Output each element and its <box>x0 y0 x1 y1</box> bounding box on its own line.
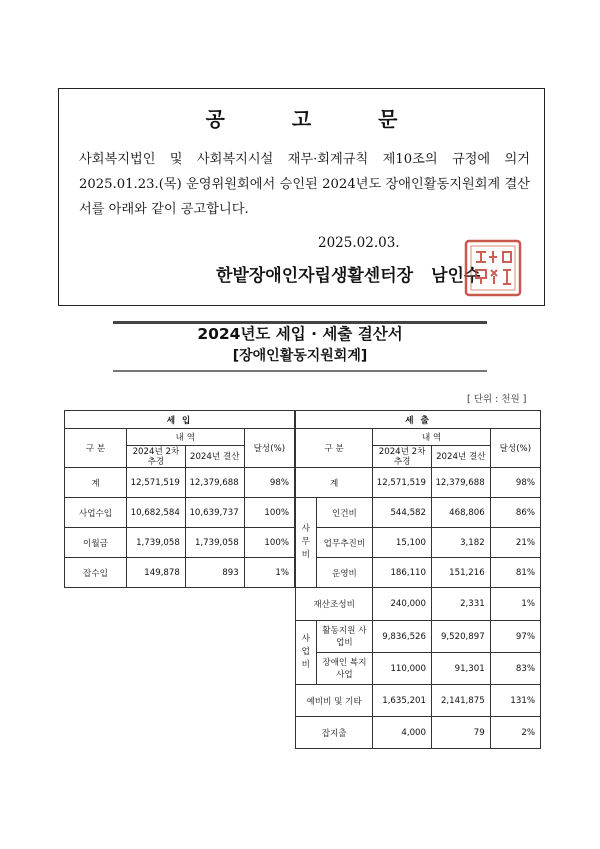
table-row: 사업수입 10,682,584 10,639,737 100% <box>65 498 295 528</box>
expense-group-admin: 사무비 <box>296 498 317 588</box>
table-row: 이월금 1,739,058 1,739,058 100% <box>65 528 295 558</box>
official-seal-stamp <box>463 238 523 298</box>
notice-signature <box>216 261 480 286</box>
revenue-col-item: 구 분 <box>65 429 127 468</box>
representative-name: 남인수 <box>431 266 481 286</box>
notice-date: 2025.02.03. <box>318 235 400 251</box>
notice-title: 공 고 문 <box>205 107 428 131</box>
expense-section-header: 세 출 <box>296 411 541 429</box>
expense-table <box>295 410 541 749</box>
revenue-col-rate: 달성(%) <box>244 429 294 468</box>
table-row: 계 12,571,519 12,379,688 98% <box>65 468 295 498</box>
revenue-col-budget: 2024년 2차 추경 <box>127 446 186 468</box>
expense-col-settle: 2024년 결산 <box>431 446 490 468</box>
unit-label: [ 단위 : 천원 ] <box>467 394 527 405</box>
title-rule-bottom <box>113 370 487 372</box>
expense-col-detail: 내 역 <box>373 429 490 446</box>
document-title: 2024년도 세입 · 세출 결산서 <box>197 325 403 343</box>
document-subtitle: [장애인활동지원회계] <box>232 348 368 364</box>
table-row: 장애인 복지사업 110,000 91,301 83% <box>296 653 541 685</box>
revenue-col-settle: 2024년 결산 <box>185 446 244 468</box>
public-notice-box <box>58 88 545 306</box>
table-row: 계 12,571,519 12,379,688 98% <box>296 468 541 498</box>
table-row: 재산조성비 240,000 2,331 1% <box>296 588 541 621</box>
table-row: 잡지출 4,000 79 2% <box>296 717 541 749</box>
expense-col-rate: 달성(%) <box>490 429 540 468</box>
table-row: 운영비 186,110 151,216 81% <box>296 558 541 588</box>
expense-col-budget: 2024년 2차 추경 <box>373 446 432 468</box>
revenue-section-header: 세 입 <box>65 411 295 429</box>
revenue-col-detail: 내 역 <box>127 429 245 446</box>
table-row: 예비비 및 기타 1,635,201 2,141,875 131% <box>296 685 541 717</box>
expense-col-item: 구 분 <box>296 429 373 468</box>
table-row: 업무추진비 15,100 3,182 21% <box>296 528 541 558</box>
revenue-table <box>64 410 295 588</box>
table-row: 사무비 인건비 544,582 468,806 86% <box>296 498 541 528</box>
table-row: 잡수입 149,878 893 1% <box>65 558 295 588</box>
table-row: 사업비 활동지원 사업비 9,836,526 9,520,897 97% <box>296 621 541 653</box>
notice-body: 사회복지법인 및 사회복지시설 재무·회계규칙 제10조의 규정에 의거 2025.01.23.(목) 운영위원회에서 승인된 2024년도 장애인활동지원회계 결산서를 아래와 같이 공고합니다. <box>79 152 530 217</box>
expense-group-biz: 사업비 <box>296 621 317 685</box>
organization-name: 한밭장애인자립생활센터장 <box>216 266 414 286</box>
